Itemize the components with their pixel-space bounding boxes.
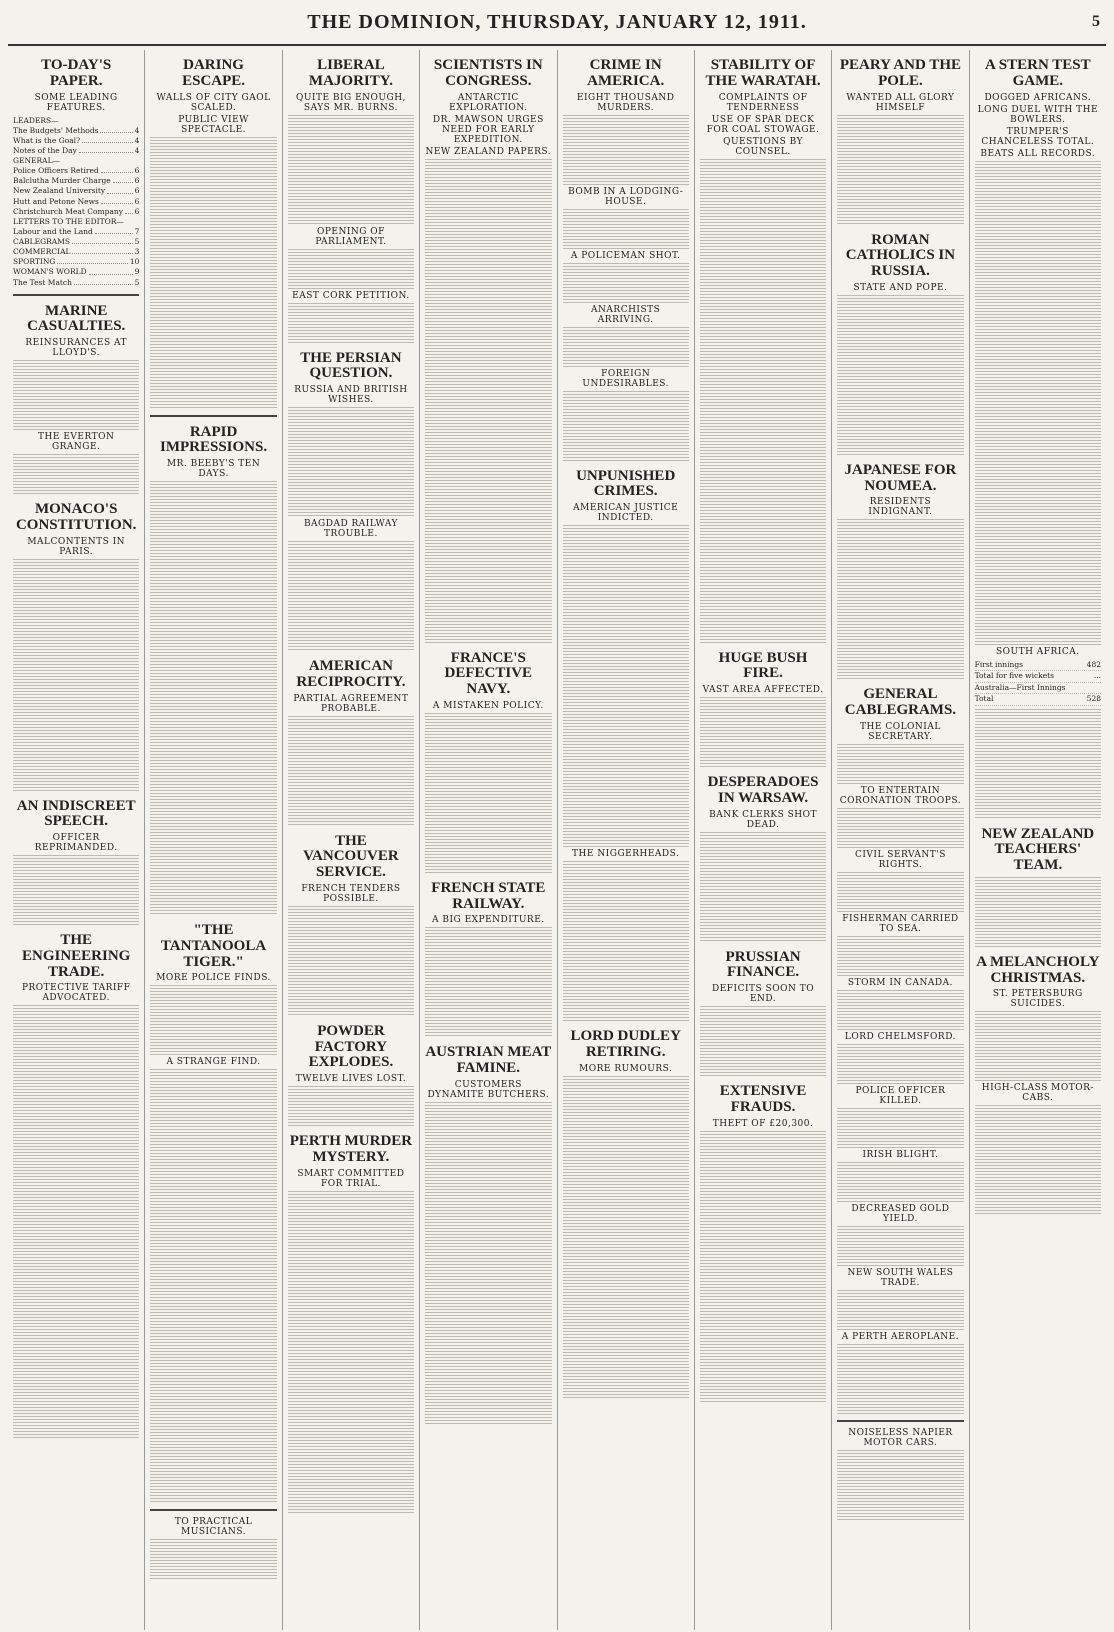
index-label: COMMERCIAL bbox=[13, 247, 71, 257]
subheadline: FISHERMAN CARRIED TO SEA. bbox=[842, 913, 959, 934]
article-text bbox=[425, 713, 551, 873]
subheadline: STATE AND POPE. bbox=[853, 282, 948, 293]
index-entry bbox=[13, 186, 139, 196]
article-text bbox=[288, 1191, 414, 1351]
subheadline: TO PRACTICAL MUSICIANS. bbox=[174, 1517, 253, 1538]
index-page: 6 bbox=[134, 206, 140, 216]
article-text bbox=[288, 906, 414, 1016]
contents-index bbox=[13, 116, 139, 288]
article-text bbox=[837, 872, 963, 912]
subheadline: ANTARCTIC EXPLORATION. bbox=[449, 92, 528, 113]
article-text bbox=[837, 1290, 963, 1330]
article-text bbox=[975, 877, 1101, 947]
index-leader bbox=[125, 207, 133, 214]
index-leader bbox=[72, 247, 132, 254]
column-4 bbox=[420, 50, 557, 1630]
index-label: Notes of the Day bbox=[13, 145, 77, 155]
subheadline: TO ENTERTAIN CORONATION TROOPS. bbox=[839, 785, 962, 806]
article-text bbox=[975, 1011, 1101, 1081]
article-text bbox=[13, 360, 139, 430]
subheadline: PUBLIC VIEW SPECTACLE. bbox=[178, 114, 249, 135]
subheadline: BOMB IN A LODGING-HOUSE. bbox=[568, 186, 684, 207]
article-text bbox=[150, 1069, 276, 1229]
article-text bbox=[975, 1105, 1101, 1215]
index-leader bbox=[107, 186, 132, 193]
index-page: 10 bbox=[129, 257, 140, 267]
article-text bbox=[700, 321, 826, 481]
headline: THE PERSIAN QUESTION. bbox=[300, 349, 402, 382]
headline: A STERN TEST GAME. bbox=[985, 57, 1091, 89]
headline: RAPID IMPRESSIONS. bbox=[160, 423, 268, 456]
subheadline: QUESTIONS BY COUNSEL. bbox=[723, 136, 804, 157]
index-leader bbox=[95, 227, 133, 234]
subheadline: USE OF SPAR DECK FOR COAL STOWAGE. bbox=[706, 114, 820, 135]
subheadline: OFFICER REPRIMANDED. bbox=[34, 833, 118, 854]
subheadline: SOME LEADING FEATURES. bbox=[34, 92, 118, 113]
score-row bbox=[975, 683, 1101, 695]
headline: GENERAL CABLEGRAMS. bbox=[844, 686, 957, 718]
columns bbox=[8, 50, 1106, 1630]
index-leader bbox=[82, 136, 132, 143]
subheadline: BAGDAD RAILWAY TROUBLE. bbox=[303, 519, 398, 539]
subheadline: ANARCHISTS ARRIVING. bbox=[591, 304, 661, 325]
subheadline: DR. MAWSON URGES NEED FOR EARLY EXPEDITION. bbox=[432, 114, 544, 145]
index-label: LEADERS— bbox=[13, 115, 59, 125]
article-text bbox=[563, 861, 689, 1021]
subheadline: MORE RUMOURS. bbox=[579, 1063, 673, 1074]
article-text bbox=[425, 1264, 551, 1424]
article-text bbox=[425, 1102, 551, 1262]
article-text bbox=[700, 1293, 826, 1403]
index-page: 4 bbox=[134, 125, 140, 135]
index-leader bbox=[113, 176, 133, 183]
index-page: 5 bbox=[134, 277, 140, 287]
article-text bbox=[837, 519, 963, 679]
index-leader bbox=[89, 267, 133, 274]
subheadline: MORE POLICE FINDS. bbox=[156, 973, 271, 984]
score-row bbox=[975, 694, 1101, 706]
article-text bbox=[563, 1076, 689, 1236]
score-row bbox=[975, 671, 1101, 683]
article-text bbox=[837, 1044, 963, 1084]
index-label: SPORTING bbox=[13, 257, 56, 267]
headline: TO-DAY'S PAPER. bbox=[41, 57, 112, 89]
index-leader bbox=[79, 146, 133, 153]
article-text bbox=[13, 559, 139, 719]
article-text bbox=[150, 805, 276, 915]
article-text bbox=[837, 295, 963, 455]
article-text bbox=[700, 1131, 826, 1291]
article-text bbox=[700, 1006, 826, 1076]
index-entry bbox=[13, 126, 139, 136]
index-page: 4 bbox=[134, 145, 140, 155]
article-text bbox=[288, 249, 414, 289]
article-text bbox=[975, 161, 1101, 321]
index-page: 7 bbox=[134, 226, 140, 236]
headline: CRIME IN AMERICA. bbox=[587, 57, 665, 89]
subheadline: NOISELESS NAPIER MOTOR CARS. bbox=[848, 1427, 953, 1448]
subheadline: ST. PETERSBURG SUICIDES. bbox=[992, 989, 1083, 1010]
article-text bbox=[837, 1450, 963, 1520]
headline: THE ENGINEERING TRADE. bbox=[22, 932, 131, 980]
article-text bbox=[837, 808, 963, 848]
index-entry bbox=[13, 176, 139, 186]
index-label: GENERAL— bbox=[13, 156, 61, 165]
subheadline: EAST CORK PETITION. bbox=[292, 290, 410, 301]
subheadline: REINSURANCES AT LLOYD'S. bbox=[25, 338, 128, 359]
column-5 bbox=[558, 50, 695, 1630]
article-text bbox=[563, 687, 689, 847]
headline: SCIENTISTS IN CONGRESS. bbox=[433, 57, 543, 89]
article-text bbox=[150, 985, 276, 1055]
index-leader bbox=[57, 257, 127, 264]
subheadline: A PERTH AEROPLANE. bbox=[841, 1331, 960, 1342]
article-text bbox=[425, 321, 551, 481]
index-label: The Test Match bbox=[13, 277, 72, 287]
subheadline: DEFICITS SOON TO END. bbox=[712, 984, 815, 1004]
article-text bbox=[975, 709, 1101, 819]
subheadline: DECREASED GOLD YIELD. bbox=[851, 1203, 950, 1224]
subheadline: PROTECTIVE TARIFF ADVOCATED. bbox=[21, 983, 131, 1004]
article-text bbox=[837, 990, 963, 1030]
index-page: 6 bbox=[134, 176, 140, 186]
index-entry bbox=[13, 156, 139, 166]
article-text bbox=[837, 115, 963, 225]
article-text bbox=[150, 1539, 276, 1579]
article-text bbox=[700, 159, 826, 319]
index-label: Labour and the Land bbox=[13, 226, 93, 236]
article-text bbox=[150, 137, 276, 297]
article-text bbox=[13, 1329, 139, 1439]
score-label: First innings bbox=[974, 659, 1023, 669]
headline: STABILITY OF THE WARATAH. bbox=[705, 57, 821, 89]
article-text bbox=[13, 1167, 139, 1327]
subheadline: WANTED ALL GLORY HIMSELF bbox=[846, 92, 955, 113]
index-entry bbox=[13, 267, 139, 277]
article-text bbox=[425, 927, 551, 1037]
headline: JAPANESE FOR NOUMEA. bbox=[844, 461, 957, 494]
article-text bbox=[13, 454, 139, 494]
subheadline: QUITE BIG ENOUGH, SAYS MR. BURNS. bbox=[295, 92, 406, 113]
subheadline: A POLICEMAN SHOT. bbox=[570, 250, 681, 261]
subheadline: LORD CHELMSFORD. bbox=[844, 1031, 956, 1042]
index-label: WOMAN'S WORLD bbox=[13, 267, 87, 277]
subheadline: BANK CLERKS SHOT DEAD. bbox=[709, 809, 818, 830]
headline: FRENCH STATE RAILWAY. bbox=[431, 879, 546, 912]
index-leader bbox=[72, 237, 133, 244]
divider bbox=[13, 294, 139, 296]
headline: MARINE CASUALTIES. bbox=[27, 302, 126, 335]
index-page: 5 bbox=[134, 237, 140, 246]
index-label: CABLEGRAMS bbox=[13, 237, 70, 246]
index-entry bbox=[13, 197, 139, 207]
article-text bbox=[563, 1238, 689, 1398]
headline: PRUSSIAN FINANCE. bbox=[725, 948, 801, 981]
subheadline: HIGH-CLASS MOTOR-CABS. bbox=[981, 1083, 1094, 1104]
headline: LORD DUDLEY RETIRING. bbox=[570, 1028, 681, 1060]
subheadline: THE NIGGERHEADS. bbox=[572, 849, 680, 859]
subheadline: NEW SOUTH WALES TRADE. bbox=[847, 1267, 954, 1288]
article-text bbox=[837, 1226, 963, 1266]
column-6 bbox=[695, 50, 832, 1630]
subheadline: MALCONTENTS IN PARIS. bbox=[27, 536, 126, 557]
subheadline: RESIDENTS INDIGNANT. bbox=[868, 497, 933, 518]
subheadline: TWELVE LIVES LOST. bbox=[295, 1074, 407, 1084]
score-value: 482 bbox=[1086, 659, 1101, 669]
article-text bbox=[563, 525, 689, 685]
subheadline: IRISH BLIGHT. bbox=[862, 1149, 939, 1160]
index-entry bbox=[13, 237, 139, 247]
headline: PERTH MURDER MYSTERY. bbox=[289, 1133, 413, 1165]
subheadline: DOGGED AFRICANS. bbox=[984, 92, 1092, 103]
subheadline: A MISTAKEN POLICY. bbox=[432, 700, 544, 711]
article-text bbox=[288, 1353, 414, 1513]
index-label: Police Officers Retired bbox=[13, 166, 99, 176]
subheadline: MR. BEEBY'S TEN DAYS. bbox=[166, 459, 261, 479]
subheadline: PARTIAL AGREEMENT PROBABLE. bbox=[293, 693, 409, 714]
index-entry bbox=[13, 146, 139, 156]
article-text bbox=[288, 1086, 414, 1126]
index-page: 6 bbox=[134, 166, 140, 176]
index-entry bbox=[13, 278, 139, 288]
subheadline: THE EVERTON GRANGE. bbox=[38, 432, 115, 453]
subheadline: FRENCH TENDERS POSSIBLE. bbox=[301, 883, 401, 904]
index-leader bbox=[101, 197, 133, 204]
article-text bbox=[150, 481, 276, 641]
subheadline: STORM IN CANADA. bbox=[847, 977, 953, 988]
subheadline: A BIG EXPENDITURE. bbox=[432, 915, 545, 926]
headline: AN INDISCREET SPEECH. bbox=[16, 797, 136, 830]
index-page: 6 bbox=[134, 186, 140, 196]
article-text bbox=[837, 744, 963, 784]
headline: AMERICAN RECIPROCITY. bbox=[296, 658, 406, 690]
article-text bbox=[13, 855, 139, 925]
score-label: Australia—First Innings bbox=[974, 682, 1066, 692]
headline: FRANCE'S DEFECTIVE NAVY. bbox=[444, 649, 533, 697]
article-text bbox=[150, 643, 276, 803]
subheadline: THEFT OF £20,300. bbox=[712, 1118, 814, 1129]
index-label: Christchurch Meat Company bbox=[13, 206, 123, 216]
score-row bbox=[975, 660, 1101, 672]
index-entry bbox=[13, 227, 139, 237]
subheadline: THE COLONIAL SECRETARY. bbox=[860, 721, 941, 742]
subheadline: A STRANGE FIND. bbox=[166, 1057, 261, 1068]
index-label: New Zealand University bbox=[13, 186, 106, 196]
score-list bbox=[975, 660, 1101, 706]
column-7 bbox=[832, 50, 969, 1630]
index-leader bbox=[101, 166, 133, 173]
headline: LIBERAL MAJORITY. bbox=[308, 57, 393, 89]
article-text bbox=[13, 1005, 139, 1165]
subheadline: FOREIGN UNDESIRABLES. bbox=[582, 368, 669, 389]
index-entry bbox=[13, 116, 139, 126]
article-text bbox=[288, 541, 414, 651]
article-text bbox=[837, 1162, 963, 1202]
subheadline: SMART COMMITTED FOR TRIAL. bbox=[297, 1168, 405, 1189]
headline: DESPERADOES IN WARSAW. bbox=[707, 774, 819, 806]
index-label: Balclutha Murder Charge bbox=[13, 176, 111, 186]
index-label: LETTERS TO THE EDITOR— bbox=[13, 216, 124, 226]
divider bbox=[837, 1420, 963, 1422]
headline: THE VANCOUVER SERVICE. bbox=[303, 832, 399, 880]
headline: "THE TANTANOOLA TIGER." bbox=[160, 922, 267, 970]
article-text bbox=[700, 832, 826, 942]
index-page: 6 bbox=[134, 196, 140, 206]
headline: UNPUNISHED CRIMES. bbox=[576, 467, 676, 500]
headline: POWDER FACTORY EXPLODES. bbox=[308, 1022, 394, 1071]
score-value: ... bbox=[1093, 671, 1101, 680]
article-text bbox=[425, 159, 551, 319]
subheadline: LONG DUEL WITH THE BOWLERS. bbox=[977, 104, 1099, 125]
subheadline: WALLS OF CITY GAOL SCALED. bbox=[156, 92, 271, 113]
article-text bbox=[150, 1393, 276, 1503]
index-entry bbox=[13, 166, 139, 176]
headline: EXTENSIVE FRAUDS. bbox=[719, 1083, 807, 1115]
index-page: 3 bbox=[134, 247, 140, 257]
subheadline: BEATS ALL RECORDS. bbox=[980, 148, 1096, 159]
article-text bbox=[700, 697, 826, 767]
index-entry bbox=[13, 257, 139, 267]
page-number: 5 bbox=[1092, 13, 1100, 30]
article-text bbox=[150, 1231, 276, 1391]
index-entry bbox=[13, 247, 139, 257]
article-text bbox=[288, 716, 414, 826]
scores-title: SOUTH AFRICA. bbox=[995, 646, 1080, 657]
divider bbox=[150, 415, 276, 417]
column-8 bbox=[970, 50, 1106, 1630]
article-text bbox=[563, 391, 689, 461]
index-entry bbox=[13, 136, 139, 146]
column-2 bbox=[145, 50, 282, 1630]
article-text bbox=[837, 1108, 963, 1148]
subheadline: NEW ZEALAND PAPERS. bbox=[425, 146, 552, 157]
subheadline: EIGHT THOUSAND MURDERS. bbox=[576, 92, 675, 113]
article-text bbox=[837, 1344, 963, 1414]
subheadline: RUSSIA AND BRITISH WISHES. bbox=[294, 385, 408, 405]
headline: ROMAN CATHOLICS IN RUSSIA. bbox=[845, 231, 956, 279]
masthead bbox=[8, 0, 1106, 46]
headline: DARING ESCAPE. bbox=[182, 57, 246, 89]
subheadline: POLICE OFFICER KILLED. bbox=[855, 1085, 946, 1106]
subheadline: TRUMPER'S CHANCELESS TOTAL. bbox=[981, 126, 1095, 147]
score-label: Total for five wickets bbox=[974, 671, 1055, 680]
article-text bbox=[13, 721, 139, 791]
article-text bbox=[975, 485, 1101, 645]
index-leader bbox=[74, 278, 133, 285]
article-text bbox=[425, 483, 551, 643]
column-1 bbox=[8, 50, 145, 1630]
headline: NEW ZEALAND TEACHERS' TEAM. bbox=[981, 825, 1095, 873]
article-text bbox=[288, 115, 414, 225]
divider bbox=[150, 1509, 276, 1511]
headline: PEARY AND THE POLE. bbox=[839, 57, 962, 89]
article-text bbox=[150, 299, 276, 409]
article-text bbox=[563, 263, 689, 303]
article-text bbox=[837, 936, 963, 976]
subheadline: AMERICAN JUSTICE INDICTED. bbox=[573, 503, 679, 523]
index-label: The Budgets' Methods bbox=[13, 125, 99, 135]
article-text bbox=[975, 323, 1101, 483]
score-label: Total bbox=[974, 694, 994, 703]
article-text bbox=[563, 327, 689, 367]
subheadline: CIVIL SERVANT'S RIGHTS. bbox=[854, 849, 946, 870]
index-page: 9 bbox=[134, 267, 140, 277]
headline: AUSTRIAN MEAT FAMINE. bbox=[425, 1044, 552, 1076]
headline: MONACO'S CONSTITUTION. bbox=[15, 501, 137, 533]
subheadline: CUSTOMERS DYNAMITE BUTCHERS. bbox=[427, 1079, 550, 1100]
headline: A MELANCHOLY CHRISTMAS. bbox=[976, 953, 1100, 986]
index-leader bbox=[100, 126, 132, 133]
subheadline: VAST AREA AFFECTED. bbox=[702, 685, 824, 695]
index-page: 4 bbox=[134, 135, 140, 145]
article-text bbox=[288, 407, 414, 517]
masthead-title: THE DOMINION, THURSDAY, JANUARY 12, 1911. bbox=[307, 10, 807, 33]
index-label: What is the Goal? bbox=[13, 135, 81, 145]
article-text bbox=[563, 115, 689, 185]
article-text bbox=[563, 209, 689, 249]
subheadline: COMPLAINTS OF TENDERNESS bbox=[718, 92, 808, 113]
index-entry bbox=[13, 217, 139, 227]
article-text bbox=[288, 303, 414, 343]
headline: HUGE BUSH FIRE. bbox=[718, 649, 808, 682]
index-label: Hutt and Petone News bbox=[13, 196, 99, 206]
article-text bbox=[700, 483, 826, 643]
subheadline: OPENING OF PARLIAMENT. bbox=[315, 226, 387, 247]
score-value: 528 bbox=[1086, 694, 1101, 703]
index-entry bbox=[13, 207, 139, 217]
column-3 bbox=[283, 50, 420, 1630]
